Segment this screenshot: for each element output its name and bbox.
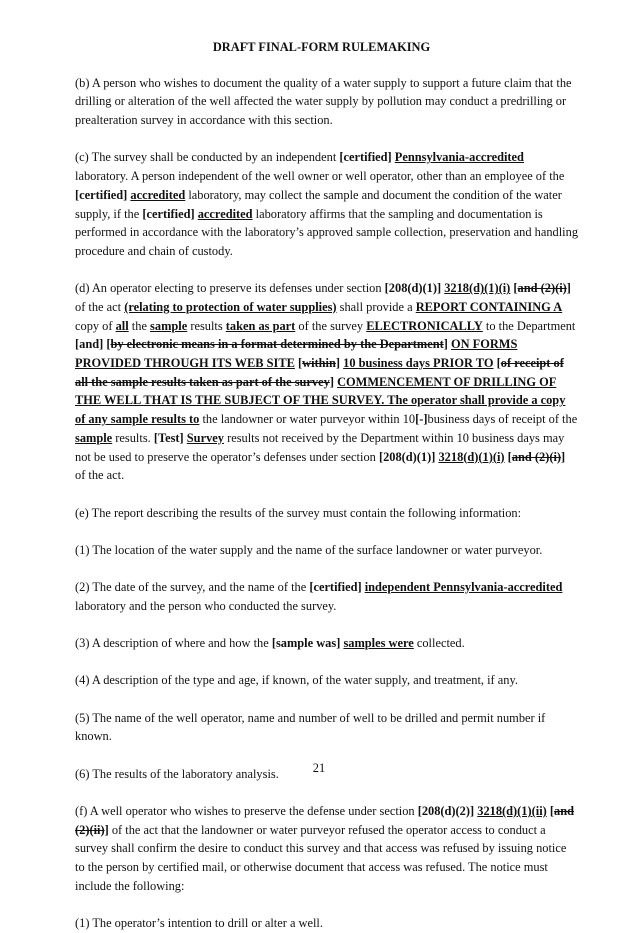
bracketed-text: [-] (415, 412, 428, 427)
bracketed-text: [ (106, 337, 111, 352)
inserted-text: sample (75, 430, 113, 445)
text-run: of the survey (295, 318, 367, 333)
bracketed-text: [ (298, 356, 303, 371)
inserted-text: (relating to protection of water supplies) (124, 299, 337, 314)
inserted-text: 3218(d)(1)(i) (438, 449, 505, 464)
inserted-text: Survey (186, 430, 224, 445)
bracketed-text: ] (561, 449, 566, 464)
inserted-text: REPORT CONTAINING A (415, 299, 563, 314)
bracketed-text: [ (507, 449, 512, 464)
text-run: the landowner or water purveyor within 10 (199, 412, 416, 427)
text-run: results (187, 318, 226, 333)
text-run: (b) A person who wishes to document the quality of a water supply to support a future claim that the drilling or alteration of the well affected the water supply by pollution may conduct a predrilling or prealteration survey in accordance with this section. (75, 75, 572, 128)
paragraph (75, 504, 578, 523)
paragraph (75, 914, 578, 933)
paragraph (75, 709, 578, 746)
inserted-text: COMMENCEMENT OF DRILLING OF THE WELL THAT IS THE SUBJECT OF THE SURVEY. The operator shall provide a copy of any sample results to (75, 374, 566, 427)
text-run: laboratory, may collect the sample and document the condition of the water supply, if the (75, 187, 562, 221)
text-run: results not received by the Department within 10 business days may not be used to preserve the operator’s defenses under section (75, 430, 565, 464)
bracketed-text: [certified] (309, 580, 362, 595)
text-run: (5) The name of the well operator, name and number of well to be drilled and permit number if known. (75, 710, 546, 744)
text-run: (f) A well operator who wishes to preserve the defense under section (75, 804, 418, 819)
bracketed-text: [Test] (153, 430, 184, 445)
bracketed-text: [ (496, 356, 501, 371)
paragraph (75, 578, 578, 615)
deleted-text: and (2)(ii) (75, 804, 574, 837)
bracketed-text: [certified] (339, 150, 392, 165)
inserted-text: 3218(d)(1)(ii) (477, 804, 547, 819)
deleted-text: and (2)(i) (517, 281, 567, 296)
inserted-text: Pennsylvania-accredited (394, 150, 524, 165)
text-run: (1) The location of the water supply and the name of the surface landowner or water purveyor. (75, 542, 543, 557)
paragraph (75, 148, 578, 260)
text-run: (2) The date of the survey, and the name of the (75, 580, 310, 595)
text-run: of the act that the landowner or water purveyor refused the operator access to conduct a survey shall confirm the desire to conduct this survey and that access was refused by issuing notice to the person by certified mail, or otherwise document that access was refused. The notice must include the following: (75, 822, 567, 893)
text-run: (1) The operator’s intention to drill or alter a well. (75, 916, 323, 931)
deleted-text: and (2)(i) (511, 449, 562, 464)
page-header: DRAFT FINAL-FORM RULEMAKING (212, 40, 431, 54)
bracketed-text: [208(d)(1)] (378, 449, 436, 464)
paragraph (75, 671, 578, 690)
bracketed-text: [certified] (142, 206, 195, 221)
document-body (75, 74, 578, 933)
text-run: to the Department (482, 318, 576, 333)
deleted-text: of receipt of all the sample results taken as part of the survey (75, 356, 564, 389)
paragraph (75, 279, 578, 485)
bracketed-text: [certified] (75, 187, 128, 202)
bracketed-text: ] (566, 281, 571, 296)
text-run: (e) The report describing the results of the survey must contain the following information: (75, 505, 522, 520)
inserted-text: all (115, 318, 129, 333)
bracketed-text: [ (513, 281, 518, 296)
paragraph (75, 802, 578, 896)
inserted-text: 10 business days PRIOR TO (343, 356, 494, 371)
text-run: (3) A description of where and how the (75, 636, 272, 651)
bracketed-text: [208(d)(2)] (417, 804, 475, 819)
inserted-text: taken as part (225, 318, 296, 333)
bracketed-text: [ (549, 804, 555, 819)
text-run: the (128, 318, 151, 333)
text-run: laboratory and the person who conducted the survey. (75, 598, 337, 613)
deleted-text: within (302, 356, 336, 371)
text-run: copy of (75, 318, 116, 333)
deleted-text: by electronic means in a format determined by the Department (110, 337, 444, 352)
inserted-text: ELECTRONICALLY (366, 318, 483, 333)
text-run: of the act (75, 299, 125, 314)
bracketed-text: ] (443, 337, 448, 352)
text-run: (4) A description of the type and age, if known, of the water supply, and treatment, if any. (75, 673, 518, 688)
bracketed-text: ] (335, 356, 341, 371)
text-run: (d) An operator electing to preserve its defenses under section (75, 281, 385, 296)
inserted-text: ON FORMS PROVIDED THROUGH ITS WEB SITE (75, 337, 518, 371)
paragraph (75, 74, 578, 130)
page-number: 21 (312, 761, 326, 775)
paragraph (75, 541, 578, 560)
text-run: of the act. (75, 468, 125, 483)
bracketed-text: [and] (75, 337, 104, 352)
inserted-text: independent Pennsylvania-accredited (364, 580, 563, 595)
bracketed-text: [208(d)(1)] (384, 281, 442, 296)
inserted-text: sample (150, 318, 188, 333)
text-run: business days of receipt of the (427, 412, 578, 427)
text-run: laboratory affirms that the sampling and documentation is performed in accordance with the laboratory’s approved sample collection, preservation and handling procedure and chain of custody. (75, 206, 579, 258)
inserted-text: samples were (343, 636, 414, 651)
text-run: (6) The results of the laboratory analysis. (75, 766, 279, 781)
inserted-text: accredited (197, 206, 253, 221)
bracketed-text: ] (329, 374, 334, 389)
inserted-text: accredited (130, 187, 186, 202)
text-run: (c) The survey shall be conducted by an independent (75, 150, 340, 165)
text-run: laboratory. A person independent of the well owner or well operator, other than an employee of the (75, 169, 565, 184)
inserted-text: 3218(d)(1)(i) (444, 281, 511, 296)
text-run: results. (112, 430, 154, 445)
text-run: collected. (413, 636, 465, 651)
bracketed-text: [sample was] (271, 636, 341, 651)
text-run: shall provide a (336, 299, 416, 314)
paragraph (75, 634, 578, 653)
bracketed-text: ] (104, 822, 109, 837)
